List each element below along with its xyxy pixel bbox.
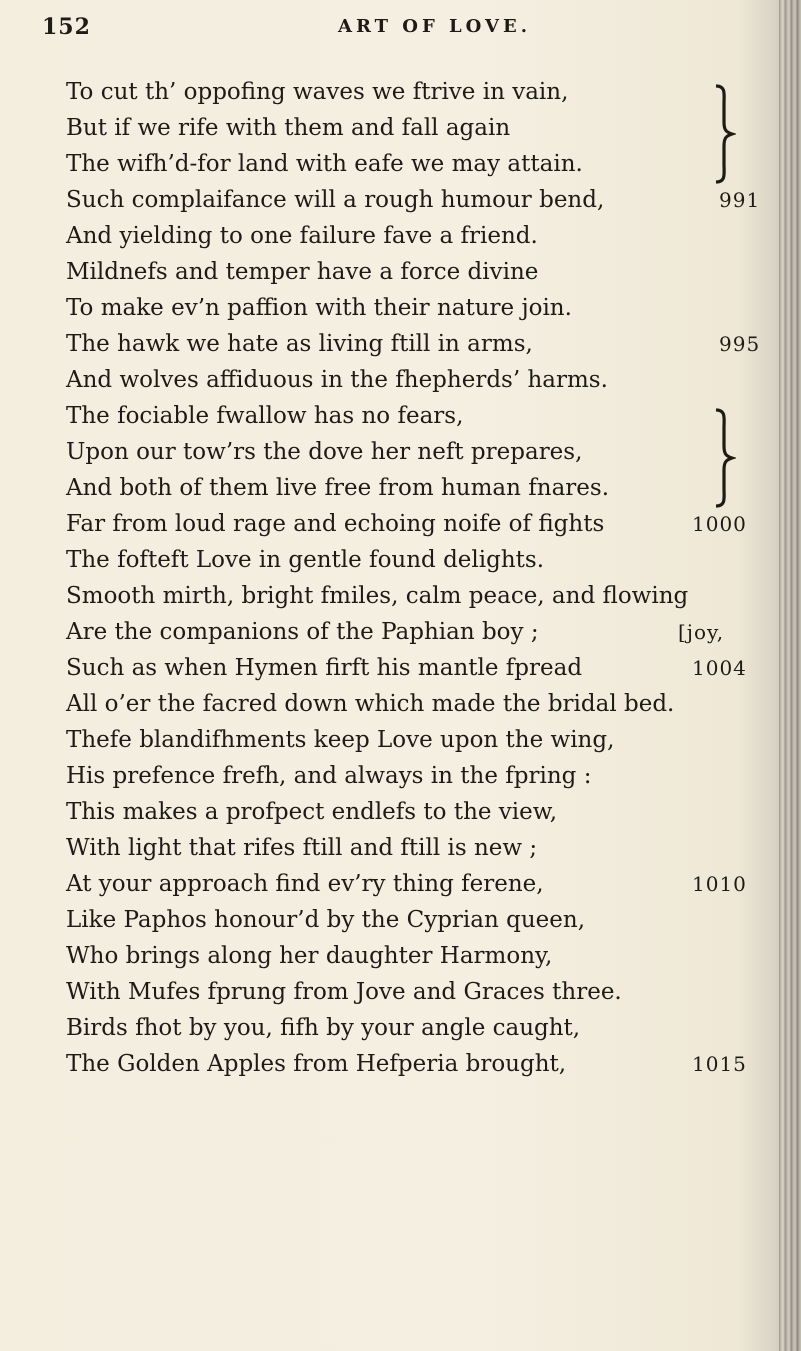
line-number: 991 [719, 188, 761, 212]
page-edge [779, 0, 801, 1351]
verse-line: To make ev’n paffion with their nature join. [66, 295, 572, 321]
verse-line: And yielding to one failure fave a friend. [66, 223, 538, 249]
verse-line: The fofteft Love in gentle found delights. [66, 547, 545, 573]
verse-line: The wifh’d-for land with eafe we may attain. [66, 151, 583, 177]
verse-line: Birds fhot by you, fifh by your angle caught, [66, 1015, 581, 1041]
verse-line: All o’er the facred down which made the bridal bed. [66, 691, 675, 717]
verse-line: And wolves affiduous in the fhepherds’ harms. [66, 367, 608, 393]
verse-line: Upon our tow’rs the dove her neft prepares, [66, 439, 583, 465]
line-number: 1004 [692, 656, 747, 680]
verse-line: With light that rifes ftill and ftill is new ; [66, 835, 538, 861]
verse-line: Such complaifance will a rough humour bend, [66, 187, 605, 213]
page-header [0, 12, 801, 52]
verse-line: Mildnefs and temper have a force divine [66, 259, 539, 285]
verse-line: Thefe blandifhments keep Love upon the wing, [66, 727, 615, 753]
verse-line: The Golden Apples from Hefperia brought, [66, 1051, 567, 1077]
verse-line: Smooth mirth, bright fmiles, calm peace, and flowing [66, 583, 689, 609]
verse-line: But if we rife with them and fall again [66, 115, 511, 141]
verse-line: At your approach find ev’ry thing ferene, [66, 871, 544, 897]
line-number: 1000 [692, 512, 747, 536]
running-head: ART OF LOVE. [338, 16, 531, 37]
verse-line: With Mufes fprung from Jove and Graces three. [66, 979, 622, 1005]
verse-line: His prefence frefh, and always in the fpring : [66, 763, 592, 789]
verse-line: And both of them live free from human fnares. [66, 475, 610, 501]
verse-line: This makes a profpect endlefs to the view, [66, 799, 558, 825]
verse-line: Are the companions of the Paphian boy ; [66, 619, 539, 645]
line-number: 1010 [692, 872, 747, 896]
verse-line: The hawk we hate as living ftill in arms, [66, 331, 533, 357]
verse-line: The fociable fwallow has no fears, [66, 403, 464, 429]
verse-line: Like Paphos honour’d by the Cyprian queen, [66, 907, 586, 933]
line-number: 995 [719, 332, 761, 356]
verse-line: Such as when Hymen firft his mantle fpread [66, 655, 583, 681]
line-number: 1015 [692, 1052, 747, 1076]
verse-line: Who brings along her daughter Harmony, [66, 943, 553, 969]
triplet-brace-icon [712, 84, 736, 184]
verse-line: To cut th’ oppofing waves we ftrive in vain, [66, 79, 569, 105]
line-number-joy: [joy, [678, 620, 725, 644]
triplet-brace-icon [712, 408, 736, 508]
verse-line: Far from loud rage and echoing noife of fights [66, 511, 605, 537]
page-number: 152 [42, 14, 91, 40]
